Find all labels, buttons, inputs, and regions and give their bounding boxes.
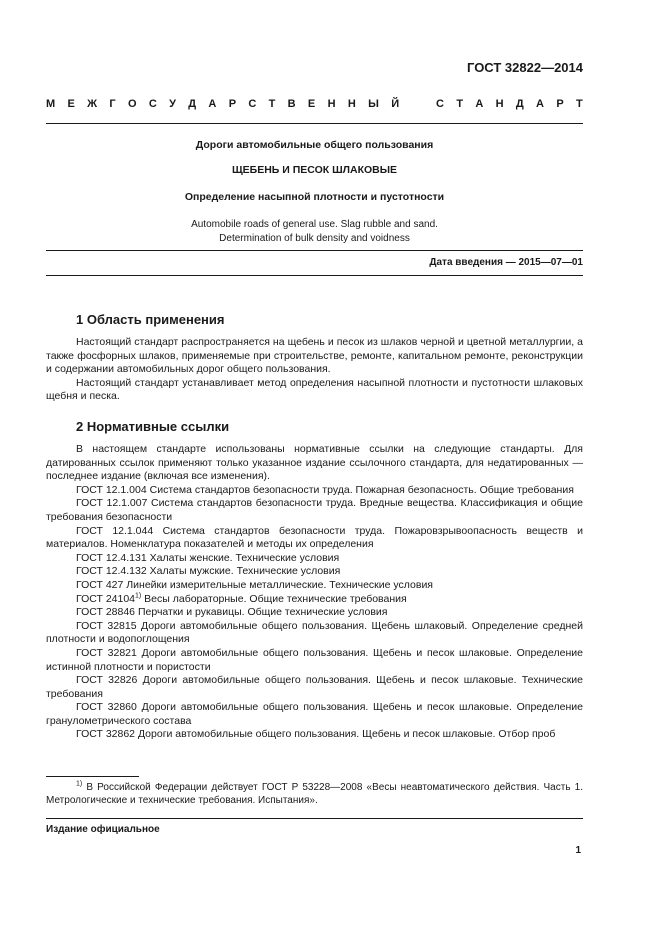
official-edition-label: Издание официальное — [46, 824, 160, 835]
title-english — [46, 218, 583, 246]
reference-item: ГОСТ 427 Линейки измерительные металлические. Технические условия — [76, 578, 433, 591]
reference-item: ГОСТ 32826 Дороги автомобильные общего пользования. Щебень и песок шлаковые. Технические требования — [46, 674, 583, 700]
footnote-divider — [46, 776, 139, 777]
reference-item-with-footnote: ГОСТ 24104$^{1)}$ Весы лабораторные. Общие технические требования — [76, 592, 407, 605]
title-english-line1: Automobile roads of general use. Slag rubble and sand. — [191, 219, 438, 230]
reference-item: ГОСТ 12.4.132 Халаты мужские. Технические условия — [76, 565, 341, 578]
reference-item: ГОСТ 12.1.044 Система стандартов безопасности труда. Пожаровзрывоопасность веществ и материалов. Номенклатура показателей и методы их определения — [46, 524, 583, 551]
footnote-marker[interactable]: 1) — [135, 592, 142, 600]
reference-item: ГОСТ 32821 Дороги автомобильные общего пользования. Щебень и песок шлаковые. Определение истинной плотности и пористости — [46, 646, 583, 673]
title-road-type: Дороги автомобильные общего пользования — [195, 139, 434, 151]
footnote-text: В Российской Федерации действует ГОСТ Р 53228—2008 «Весы неавтоматического действия. Часть 1. Метрологические и технические требования. Испытания». — [46, 782, 583, 807]
footnote-number: 1) — [76, 780, 83, 788]
section-1-paragraph-1: Настоящий стандарт распространяется на щебень и песок из шлаков черной и цветной металлургии, а также фосфорных шлаков, применяемые при строительстве, ремонте, капитальном ремонте, реконструкции и содержании автомобильных дорог общего пользования. — [46, 336, 583, 376]
section-1-paragraph-2: Настоящий стандарт устанавливает метод определения насыпной плотности и пустотности шлаковых щебня и песка. — [46, 376, 583, 403]
title-method: Определение насыпной плотности и пустотности — [184, 191, 445, 203]
title-english-line2: Determination of bulk density and voidness — [219, 233, 410, 244]
standard-type-label: М Е Ж Г О С У Д А Р С Т В Е Н Н Ы Й С Т А Н Д А Р Т — [46, 98, 583, 110]
reference-item: ГОСТ 12.1.007 Система стандартов безопасности труда. Вредные вещества. Классификация и общие требования безопасности — [46, 497, 583, 523]
document-number: ГОСТ 32822—2014 — [467, 60, 583, 75]
reference-item: ГОСТ 32862 Дороги автомобильные общего пользования. Щебень и песок шлаковые. Отбор проб — [76, 728, 556, 741]
footer-divider — [46, 818, 583, 819]
date-divider — [46, 275, 583, 276]
section-1-body — [46, 336, 583, 404]
section-2-intro: В настоящем стандарте использованы нормативные ссылки на следующие стандарты. Для датированных ссылок применяют только указанное издание ссылочного стандарта, для недатированных — последнее издание (включая все изменения). — [46, 443, 583, 483]
effective-date: Дата введения — 2015—07—01 — [429, 257, 583, 268]
section-2-body — [46, 443, 583, 742]
footnote — [46, 781, 583, 808]
reference-item: ГОСТ 32860 Дороги автомобильные общего пользования. Щебень и песок шлаковые. Определение гранулометрического состава — [46, 701, 583, 727]
section-1-heading: 1 Область применения — [76, 312, 225, 327]
title-main: ЩЕБЕНЬ И ПЕСОК ШЛАКОВЫЕ — [231, 164, 398, 176]
title-divider — [46, 250, 583, 251]
reference-item: ГОСТ 12.4.131 Халаты женские. Технические условия — [76, 551, 340, 564]
page-number: 1 — [575, 845, 581, 856]
header-divider — [46, 123, 583, 124]
reference-item: ГОСТ 28846 Перчатки и рукавицы. Общие технические условия — [76, 606, 388, 619]
reference-item: ГОСТ 12.1.004 Система стандартов безопасности труда. Пожарная безопасность. Общие требования — [76, 483, 574, 496]
section-2-heading: 2 Нормативные ссылки — [76, 419, 230, 434]
reference-item: ГОСТ 32815 Дороги автомобильные общего пользования. Щебень шлаковый. Определение средней плотности и водопоглощения — [46, 619, 583, 646]
